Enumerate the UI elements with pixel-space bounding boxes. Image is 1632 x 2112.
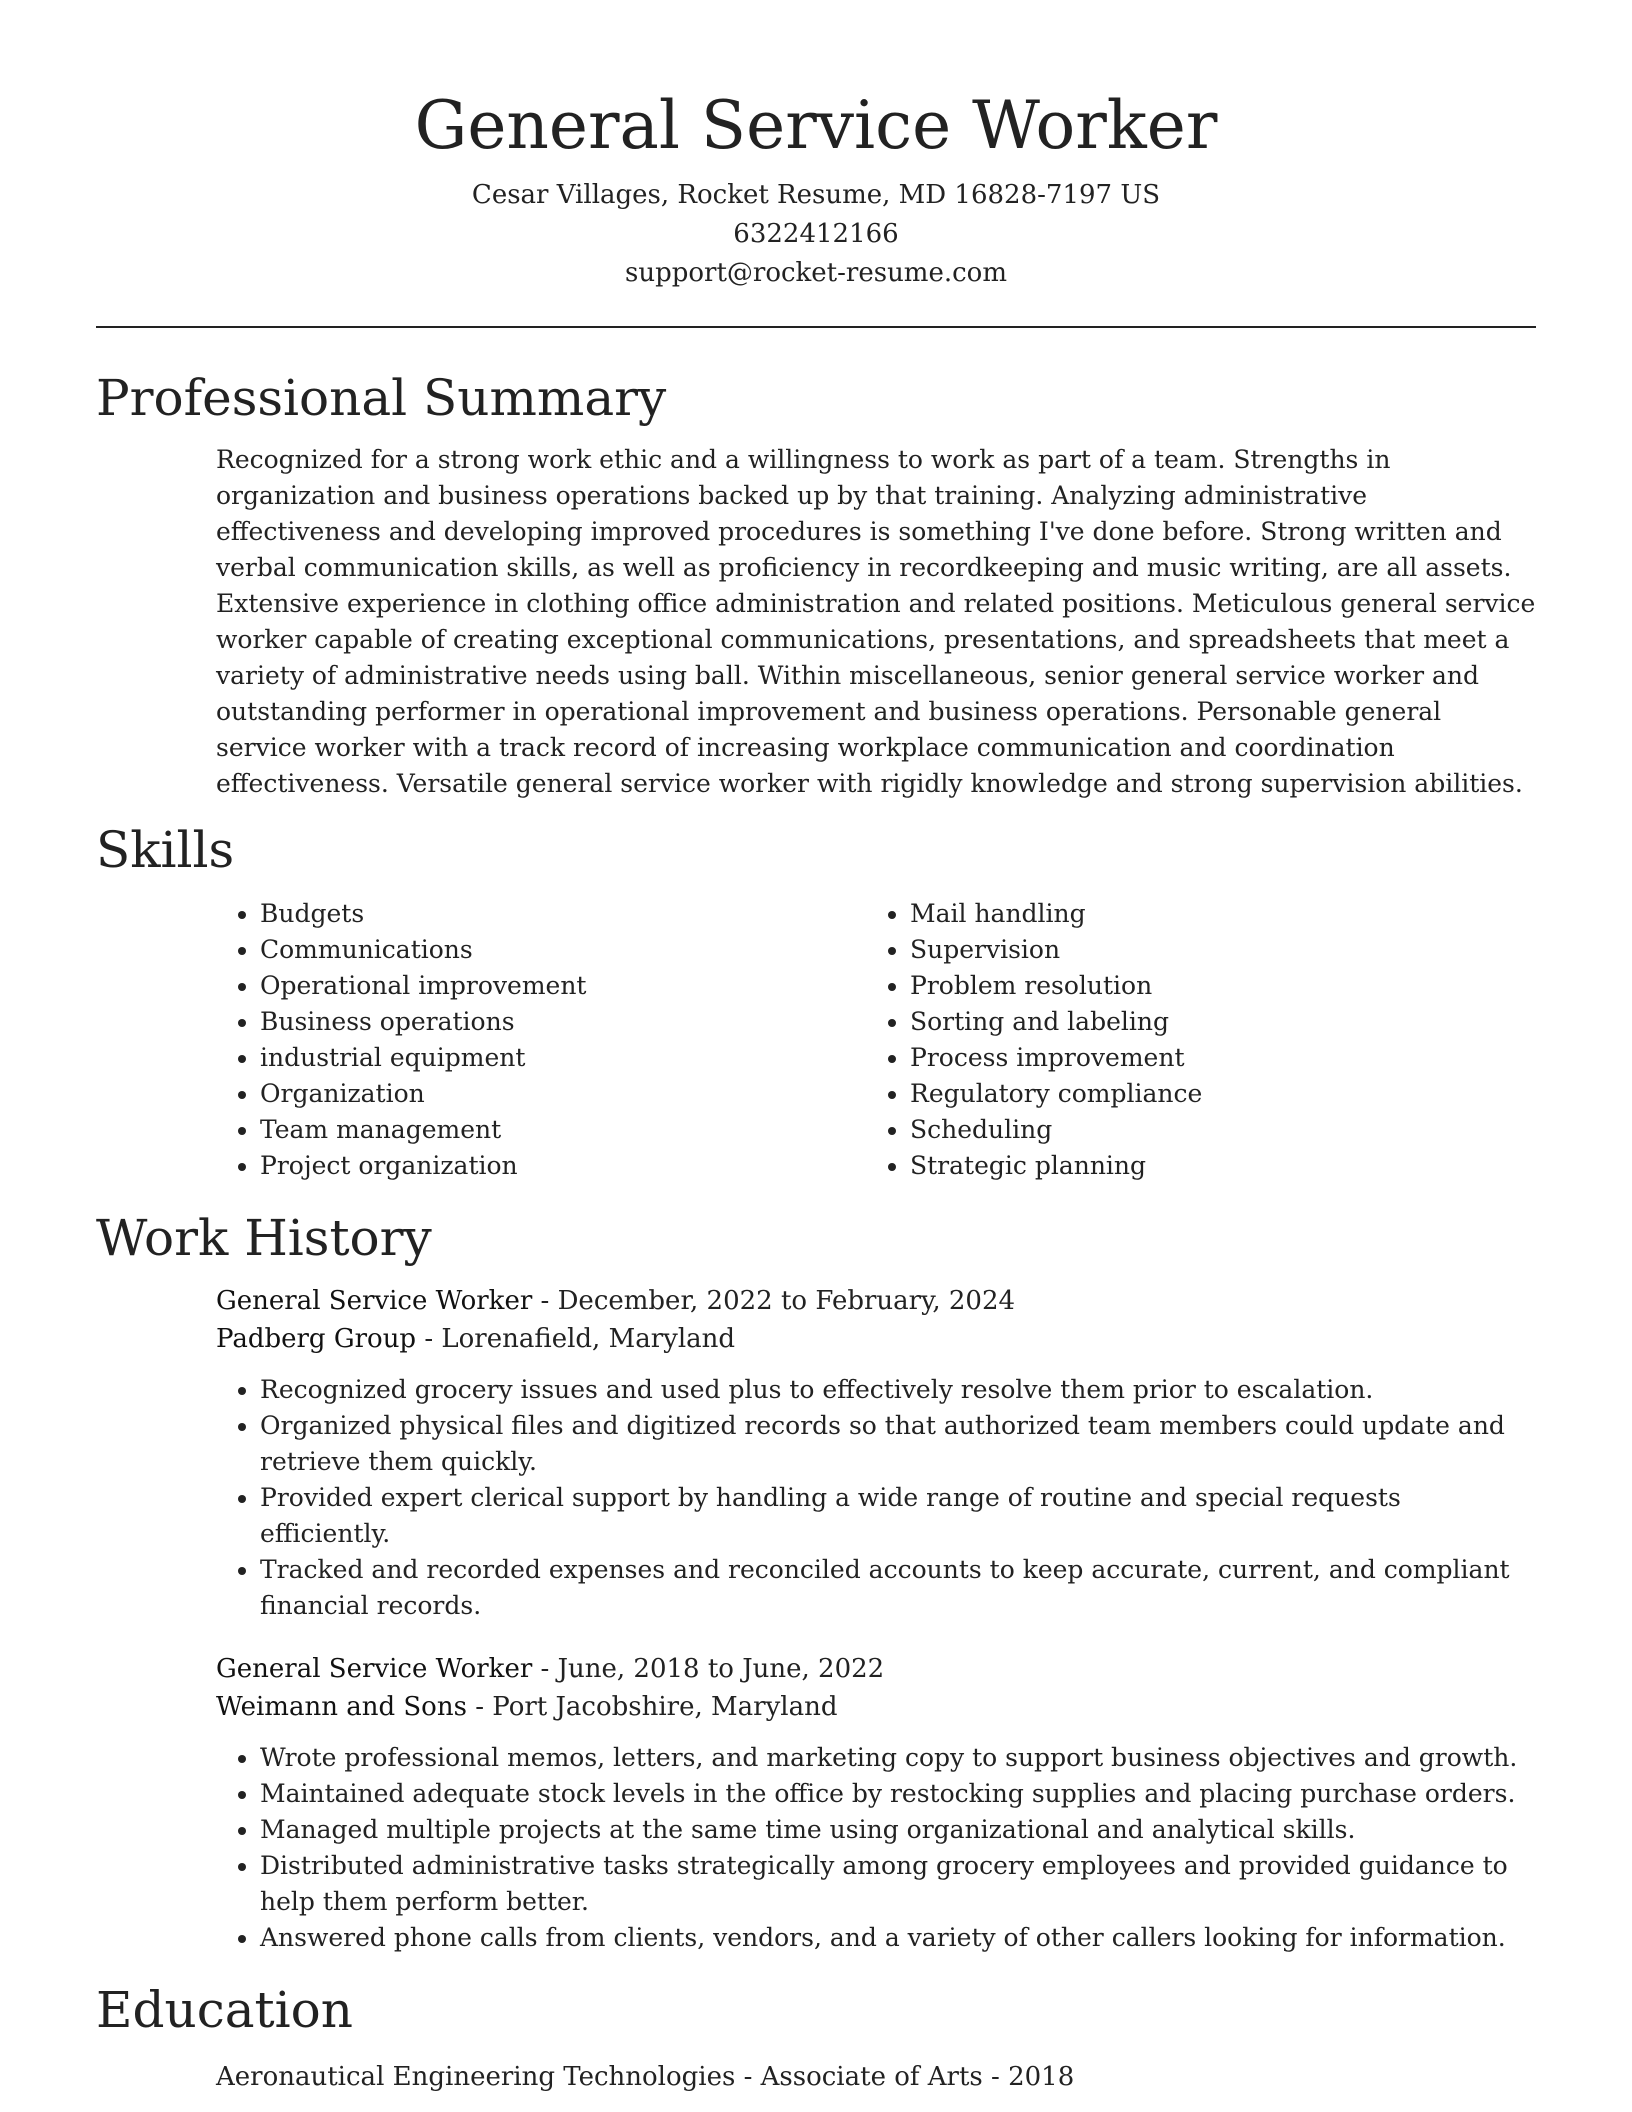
skill-item: • industrial equipment <box>260 1040 866 1076</box>
skill-item: • Project organization <box>260 1148 866 1184</box>
contact-address: Cesar Villages, Rocket Resume, MD 16828-7197 US <box>471 180 1161 210</box>
contact-email: support@rocket-resume.com <box>624 258 1007 288</box>
contact-block <box>96 176 1536 293</box>
skill-item: • Problem resolution <box>910 968 1516 1004</box>
education-heading: Education <box>96 1981 353 2039</box>
job-company-line <box>216 1320 1536 1358</box>
job-company-line <box>216 1688 1536 1726</box>
job-bullet: • Tracked and recorded expenses and reconciled accounts to keep accurate, current, and compliant financial records. <box>260 1552 1536 1624</box>
job-bullets <box>216 1740 1536 1956</box>
skill-item: • Organization <box>260 1076 866 1112</box>
job-title-line <box>216 1650 1536 1688</box>
skill-item: • Regulatory compliance <box>910 1076 1516 1112</box>
skills-heading: Skills <box>96 821 235 879</box>
job-bullet: • Distributed administrative tasks strategically among grocery employees and provided guidance to help them perform better. <box>260 1848 1536 1920</box>
skills-grid <box>216 896 1536 1184</box>
skill-item: • Communications <box>260 932 866 968</box>
job-bullet: • Provided expert clerical support by handling a wide range of routine and special requests efficiently. <box>260 1480 1536 1552</box>
job-bullet: • Organized physical files and digitized records so that authorized team members could update and retrieve them quickly. <box>260 1408 1536 1480</box>
education-entry: Aeronautical Engineering Technologies - Associate of Arts - 2018 <box>216 2062 1075 2092</box>
skills-right-list <box>866 896 1516 1184</box>
job-bullet: • Wrote professional memos, letters, and marketing copy to support business objectives and growth. <box>260 1740 1536 1776</box>
skill-item: • Budgets <box>260 896 866 932</box>
job-bullet: • Answered phone calls from clients, vendors, and a variety of other callers looking for information. <box>260 1920 1536 1956</box>
resume-page <box>96 0 1536 2096</box>
summary-text: Recognized for a strong work ethic and a willingness to work as part of a team. Strengths in organization and business operations backed up by that training. Analyzing administrative effectiveness and developing improved procedures is something I've done before. Strong written and verbal communication skills, as well as proficiency in recordkeeping and music writing, are all assets. Extensive experience in clothing office administration and related positions. Meticulous general service worker capable of creating exceptional communications, presentations, and spreadsheets that meet a variety of administrative needs using ball. Within miscellaneous, senior general service worker and outstanding performer in operational improvement and business operations. Personable general service worker with a track record of increasing workplace communication and coordination effectiveness. Versatile general service worker with rigidly knowledge and strong supervision abilities. <box>216 445 1536 798</box>
skill-item: • Supervision <box>910 932 1516 968</box>
skill-item: • Strategic planning <box>910 1148 1516 1184</box>
job-title-line <box>216 1282 1536 1320</box>
summary-heading: Professional Summary <box>96 369 667 427</box>
skill-item: • Business operations <box>260 1004 866 1040</box>
skill-item: • Process improvement <box>910 1040 1516 1076</box>
job-dates: - June, 2018 to June, 2022 <box>532 1654 885 1684</box>
job-location: - Port Jacobshire, Maryland <box>466 1692 838 1722</box>
skill-item: • Sorting and labeling <box>910 1004 1516 1040</box>
job-position: General Service Worker <box>216 1286 533 1316</box>
job-bullet: • Managed multiple projects at the same time using organizational and analytical skills. <box>260 1812 1536 1848</box>
job-bullets <box>216 1372 1536 1624</box>
job-dates: - December, 2022 to February, 2024 <box>532 1286 1016 1316</box>
skill-item: • Team management <box>260 1112 866 1148</box>
job-bullet: • Maintained adequate stock levels in the office by restocking supplies and placing purchase orders. <box>260 1776 1536 1812</box>
skills-left-list <box>216 896 866 1184</box>
skill-item: • Scheduling <box>910 1112 1516 1148</box>
job-entry <box>216 1282 1536 1624</box>
job-company: Padberg Group <box>216 1324 417 1354</box>
header-divider <box>96 326 1536 328</box>
job-company: Weimann and Sons <box>216 1692 467 1722</box>
candidate-name: General Service Worker <box>414 87 1218 164</box>
work-history-heading: Work History <box>96 1209 432 1267</box>
contact-phone: 6322412166 <box>733 219 899 249</box>
job-bullet: • Recognized grocery issues and used plus to effectively resolve them prior to escalation. <box>260 1372 1536 1408</box>
job-entry <box>216 1650 1536 1956</box>
skill-item: • Mail handling <box>910 896 1516 932</box>
job-position: General Service Worker <box>216 1654 533 1684</box>
job-location: - Lorenafield, Maryland <box>416 1324 736 1354</box>
skill-item: • Operational improvement <box>260 968 866 1004</box>
